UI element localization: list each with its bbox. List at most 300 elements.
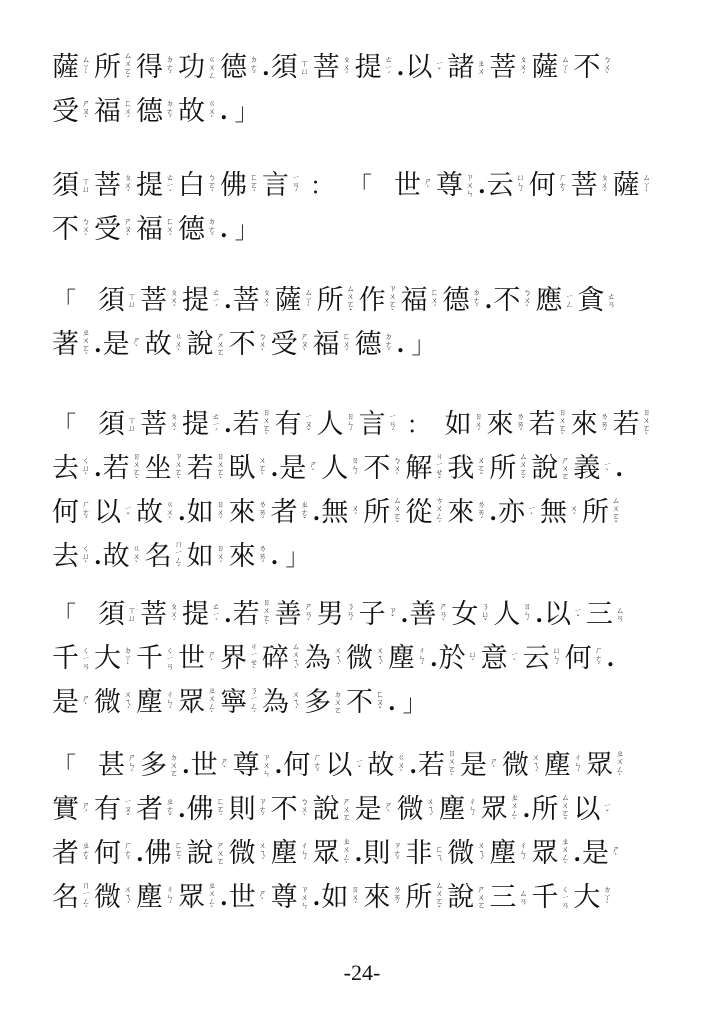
tone-mark: ˇ <box>126 512 130 521</box>
period: . <box>220 885 228 911</box>
zhuyin-symbol: ㄗ <box>300 885 309 894</box>
hanzi: 受 <box>270 329 298 360</box>
hanzi: 者 <box>52 838 79 869</box>
zhuyin-annotation <box>173 453 185 485</box>
zhuyin-symbol: ㄙ <box>519 452 528 461</box>
paragraph <box>52 273 682 361</box>
hanzi: 須 <box>98 409 125 440</box>
close-quote: 」 <box>285 543 310 571</box>
zhuyin-symbol: ㄨ <box>262 296 271 305</box>
zhuyin-symbol: ㄅ <box>258 332 267 341</box>
annotated-character <box>481 643 523 675</box>
period: . <box>615 456 624 482</box>
zhuyin-annotation <box>387 599 399 631</box>
zhuyin-annotation <box>303 599 315 631</box>
zhuyin-annotation <box>391 497 403 529</box>
zhuyin-annotation <box>122 882 134 914</box>
zhuyin-symbol: ㄣ <box>166 893 174 902</box>
zhuyin-symbol: ㄚ <box>304 296 313 305</box>
tone-mark: ˊ <box>176 857 181 866</box>
annotated-character <box>178 214 229 246</box>
tone-mark: ˋ <box>441 618 446 627</box>
annotated-character <box>439 643 481 675</box>
hanzi: 故 <box>178 96 205 127</box>
zhuyin-annotation <box>122 794 134 826</box>
annotated-character <box>136 170 178 202</box>
zhuyin-symbol: ㄧ <box>528 504 537 513</box>
zhuyin-symbol: ㄕ <box>309 460 318 469</box>
zhuyin-annotation <box>391 882 403 914</box>
zhuyin-symbol: ㄡ <box>300 340 309 349</box>
zhuyin-symbol: ㄖ <box>346 412 355 421</box>
tone-mark: ˊ <box>260 516 265 525</box>
zhuyin-symbol: ㄧ <box>384 63 393 72</box>
annotated-character <box>544 599 586 631</box>
annotated-character <box>359 285 401 317</box>
hanzi: 寧 <box>220 687 247 718</box>
hanzi: 佛 <box>186 794 214 825</box>
zhuyin-annotation <box>164 882 176 914</box>
text-line <box>52 317 682 361</box>
zhuyin-symbol: ㄟ <box>124 698 132 707</box>
hanzi: 功 <box>178 52 205 83</box>
tone-mark: ˋ <box>644 432 649 441</box>
zhuyin-annotation <box>509 794 521 826</box>
paragraph <box>52 397 682 573</box>
zhuyin-symbol: ㄧ <box>355 757 364 766</box>
tone-mark: ˊ <box>176 564 181 573</box>
zhuyin-symbol: ㄛ <box>216 468 225 477</box>
zhuyin-symbol: ㄨ <box>258 340 267 349</box>
zhuyin-annotation <box>303 409 315 441</box>
annotated-character <box>531 794 573 826</box>
zhuyin-symbol: ㄍ <box>166 500 174 509</box>
zhuyin-symbol: ㄣ <box>166 698 174 707</box>
hanzi: 尊 <box>270 882 298 913</box>
zhuyin-symbol: ㄟ <box>292 698 300 707</box>
zhuyin-symbol: ㄒ <box>128 606 136 615</box>
hanzi: 千 <box>52 643 79 674</box>
hanzi: 去 <box>52 453 79 484</box>
zhuyin-symbol: ㄨ <box>474 420 483 429</box>
zhuyin-symbol: ㄢ <box>519 897 528 906</box>
annotated-character <box>436 170 487 202</box>
zhuyin-annotation <box>475 453 487 485</box>
annotated-character <box>220 687 262 719</box>
annotated-character <box>262 687 304 719</box>
annotated-character <box>178 687 220 719</box>
zhuyin-annotation <box>248 170 260 202</box>
text-line <box>52 202 682 246</box>
hanzi: 所 <box>94 52 121 83</box>
hanzi: 來 <box>363 882 391 913</box>
zhuyin-annotation <box>526 497 538 529</box>
hanzi: 不 <box>346 687 373 718</box>
tone-mark: ˋ <box>260 472 265 481</box>
zhuyin-annotation <box>475 882 487 914</box>
open-quote: 「 <box>52 752 76 780</box>
hanzi: 德 <box>442 285 470 316</box>
zhuyin-symbol: ㄨ <box>388 292 397 301</box>
tone-mark: ˇ <box>576 614 581 623</box>
zhuyin-annotation <box>332 643 344 675</box>
annotated-character <box>460 750 502 782</box>
zhuyin-annotation <box>433 497 445 529</box>
zhuyin-symbol: ㄌ <box>393 885 402 894</box>
annotated-character <box>359 409 401 441</box>
zhuyin-symbol: ㄍ <box>208 55 216 64</box>
zhuyin-symbol: ㄜ <box>166 805 174 814</box>
hanzi: 坐 <box>144 453 172 484</box>
zhuyin-symbol: ㄖ <box>132 452 141 461</box>
zhuyin-symbol: ㄣ <box>262 769 271 778</box>
zhuyin-symbol: ㄙ <box>616 606 625 615</box>
zhuyin-symbol: ㄢ <box>82 662 90 671</box>
zhuyin-symbol: ㄏ <box>82 500 90 509</box>
zhuyin-symbol: ㄥ <box>435 512 444 521</box>
zhuyin-symbol: ㄨ <box>532 753 541 762</box>
zhuyin-symbol: ㄜ <box>82 849 90 858</box>
tone-mark: ˋ <box>563 861 568 870</box>
zhuyin-symbol: ㄛ <box>642 424 651 433</box>
zhuyin-annotation <box>433 882 445 914</box>
tone-mark: ˊ <box>353 472 358 481</box>
zhuyin-symbol: ㄨ <box>477 67 486 76</box>
zhuyin-annotation <box>80 214 92 246</box>
hanzi: 不 <box>228 329 256 360</box>
hanzi: 福 <box>94 96 121 127</box>
zhuyin-annotation <box>164 687 176 719</box>
zhuyin-symbol: ㄨ <box>342 805 351 814</box>
annotated-character <box>401 285 443 317</box>
zhuyin-symbol: ㄅ <box>603 55 612 64</box>
tone-mark: ˊ <box>168 189 172 198</box>
hanzi: 世 <box>394 170 421 201</box>
zhuyin-symbol: ㄙ <box>124 51 132 60</box>
hanzi: 為 <box>262 687 289 718</box>
text-line <box>52 870 682 914</box>
zhuyin-symbol: ㄨ <box>132 552 141 561</box>
annotated-character <box>493 285 535 317</box>
hanzi: 眾 <box>312 838 340 869</box>
tone-mark: ˊ <box>84 516 88 525</box>
hanzi: 何 <box>564 643 592 674</box>
tone-mark: ˊ <box>252 71 256 80</box>
hanzi: 則 <box>363 838 391 869</box>
annotated-character <box>187 541 229 573</box>
hanzi: 福 <box>400 285 428 316</box>
zhuyin-symbol: ㄏ <box>594 646 603 655</box>
annotated-character <box>531 838 582 870</box>
tone-mark: ˊ <box>386 71 391 80</box>
annotated-character <box>94 794 136 826</box>
tone-mark: ˋ <box>614 853 619 862</box>
annotated-character <box>140 599 182 631</box>
zhuyin-symbol: ㄈ <box>124 99 132 108</box>
annotated-character <box>271 329 313 361</box>
zhuyin-symbol: ㄔ <box>166 885 174 894</box>
zhuyin-symbol: ㄥ <box>616 765 625 774</box>
zhuyin-symbol: ㄨ <box>477 456 486 465</box>
tone-mark: ˇ <box>563 817 568 826</box>
hanzi: 來 <box>447 497 475 528</box>
zhuyin-annotation <box>215 453 227 485</box>
zhuyin-annotation <box>559 794 571 826</box>
tone-mark: ˊ <box>168 233 172 242</box>
zhuyin-symbol: ㄆ <box>124 173 132 182</box>
zhuyin-symbol: ㄨ <box>477 893 486 902</box>
zhuyin-symbol: ㄨ <box>561 801 570 810</box>
hanzi: 亦 <box>498 497 526 528</box>
annotated-character <box>445 409 487 441</box>
zhuyin-symbol: ㄊ <box>607 292 616 301</box>
period: . <box>224 288 232 314</box>
zhuyin-symbol: ㄊ <box>212 288 220 297</box>
zhuyin-symbol: ㄚ <box>642 181 651 190</box>
zhuyin-annotation <box>299 882 311 914</box>
zhuyin-symbol: ㄧ <box>388 412 397 421</box>
zhuyin-annotation <box>206 643 218 675</box>
zhuyin-symbol: ㄧ <box>166 654 174 663</box>
tone-mark: ˊ <box>474 304 479 313</box>
hanzi: 去 <box>52 541 79 572</box>
zhuyin-annotation <box>517 838 529 870</box>
hanzi: 眾 <box>586 750 614 781</box>
tone-mark: ˊ <box>252 189 256 198</box>
period: . <box>94 456 102 482</box>
zhuyin-symbol: ㄨ <box>435 504 444 513</box>
zhuyin-symbol: ㄅ <box>523 288 532 297</box>
tone-mark: ˊ <box>84 905 88 914</box>
zhuyin-symbol: ㄣ <box>346 420 355 429</box>
tone-mark: ˊ <box>126 189 130 198</box>
tone-mark: ˊ <box>479 516 484 525</box>
annotated-character <box>363 838 405 870</box>
annotated-character <box>409 599 451 631</box>
zhuyin-symbol: ㄏ <box>124 841 132 850</box>
hanzi: 薩 <box>531 52 559 83</box>
annotated-character <box>489 52 531 84</box>
hanzi: 若 <box>528 409 556 440</box>
annotated-character <box>565 643 616 675</box>
zhuyin-symbol: ㄌ <box>600 412 609 421</box>
zhuyin-symbol: ㄕ <box>561 456 570 465</box>
annotated-character <box>573 794 615 826</box>
zhuyin-symbol: ㄕ <box>216 841 225 850</box>
annotated-character <box>233 750 284 782</box>
hanzi: 則 <box>228 794 256 825</box>
tone-mark: ˊ <box>525 618 530 627</box>
zhuyin-symbol: ㄨ <box>430 296 439 305</box>
tone-mark: ˇ <box>348 308 353 317</box>
hanzi: 眾 <box>531 838 559 869</box>
tone-mark: ˊ <box>315 769 320 778</box>
zhuyin-symbol: ㄣ <box>516 181 525 190</box>
zhuyin-symbol: ㄙ <box>292 642 300 651</box>
zhuyin-annotation <box>80 453 92 485</box>
hanzi: 塵 <box>544 750 572 781</box>
tone-mark: ˋ <box>530 512 535 521</box>
zhuyin-symbol: ㄉ <box>603 885 612 894</box>
annotated-character <box>355 329 406 361</box>
tone-mark: ˋ <box>302 813 307 822</box>
zhuyin-symbol: ㄜ <box>300 508 309 517</box>
zhuyin-symbol: ㄈ <box>342 332 351 341</box>
zhuyin-annotation <box>80 541 92 573</box>
tone-mark: ˇ <box>302 516 307 525</box>
hanzi: 若 <box>102 453 130 484</box>
zhuyin-symbol: ㄧ <box>212 420 220 429</box>
annotated-character <box>613 409 655 441</box>
zhuyin-annotation <box>311 750 323 782</box>
zhuyin-annotation <box>572 599 584 631</box>
annotated-character <box>187 794 229 826</box>
zhuyin-symbol: ㄏ <box>558 173 567 182</box>
zhuyin-symbol: ㄟ <box>477 849 486 858</box>
zhuyin-symbol: ㄉ <box>250 55 258 64</box>
zhuyin-symbol: ㄨ <box>292 650 300 659</box>
zhuyin-annotation <box>215 329 227 361</box>
zhuyin-annotation <box>559 838 571 870</box>
zhuyin-symbol: ㄙ <box>642 173 651 182</box>
annotated-character <box>571 409 613 441</box>
zhuyin-symbol: ㄗ <box>388 284 397 293</box>
zhuyin-symbol: ㄛ <box>174 468 183 477</box>
period: . <box>224 412 232 438</box>
tone-mark: ˊ <box>218 516 223 525</box>
tone-mark: ˋ <box>306 618 311 627</box>
zhuyin-symbol: ㄕ <box>82 99 90 108</box>
zhuyin-annotation <box>433 52 445 84</box>
zhuyin-symbol: ㄌ <box>516 412 525 421</box>
hanzi: 所 <box>531 794 559 825</box>
zhuyin-symbol: ㄨ <box>132 460 141 469</box>
zhuyin-annotation <box>341 838 353 870</box>
zhuyin-symbol: ㄉ <box>170 753 178 762</box>
zhuyin-symbol: ㄨ <box>170 296 178 305</box>
zhuyin-symbol: ㄨ <box>334 698 342 707</box>
tone-mark: ˋ <box>395 472 400 481</box>
hanzi: 是 <box>460 750 488 781</box>
annotated-character <box>571 170 613 202</box>
zhuyin-symbol: ㄢ <box>166 662 174 671</box>
tone-mark: ˊ <box>260 857 265 866</box>
zhuyin-symbol: ㄙ <box>393 496 402 505</box>
tone-mark: ˊ <box>126 706 130 715</box>
zhuyin-annotation <box>80 497 92 529</box>
zhuyin-symbol: ㄨ <box>393 464 402 473</box>
period: . <box>270 544 279 570</box>
zhuyin-symbol: ㄨ <box>166 225 174 234</box>
zhuyin-symbol: ㄟ <box>334 654 342 663</box>
zhuyin-annotation <box>126 409 138 441</box>
tone-mark: ˊ <box>168 71 172 80</box>
zhuyin-symbol: ㄓ <box>561 837 570 846</box>
hanzi: 菩 <box>94 170 121 201</box>
zhuyin-annotation <box>219 750 231 782</box>
zhuyin-symbol: ㄢ <box>607 300 616 309</box>
zhuyin-symbol: ㄨ <box>393 504 402 513</box>
zhuyin-symbol: ㄆ <box>170 602 178 611</box>
zhuyin-symbol: ㄛ <box>82 344 90 353</box>
zhuyin-annotation <box>122 643 134 675</box>
zhuyin-annotation <box>126 285 138 317</box>
tone-mark: ˊ <box>264 304 269 313</box>
annotated-character <box>229 838 271 870</box>
zhuyin-symbol: ㄨ <box>570 504 579 513</box>
tone-mark: ˇ <box>84 857 88 866</box>
annotated-character <box>447 453 489 485</box>
tone-mark: ˋ <box>260 897 265 906</box>
zhuyin-symbol: ㄒ <box>82 177 90 186</box>
tone-mark: ˊ <box>218 813 223 822</box>
zhuyin-symbol: ㄧ <box>166 181 174 190</box>
zhuyin-annotation <box>509 643 521 675</box>
zhuyin-symbol: ㄛ <box>477 464 486 473</box>
annotated-character <box>325 750 367 782</box>
annotated-character <box>52 453 103 485</box>
period: . <box>178 797 186 823</box>
zhuyin-symbol: ㄨ <box>351 504 360 513</box>
zhuyin-symbol: ㄉ <box>124 646 132 655</box>
tone-mark: ˋ <box>605 71 610 80</box>
zhuyin-annotation <box>521 285 533 317</box>
zhuyin-annotation <box>341 794 353 826</box>
zhuyin-symbol: ㄩ <box>300 67 309 76</box>
paragraph <box>52 40 682 128</box>
zhuyin-annotation <box>391 453 403 485</box>
hanzi: 應 <box>535 285 563 316</box>
zhuyin-symbol: ㄧ <box>124 797 132 806</box>
annotated-character <box>481 794 532 826</box>
open-quote: 「 <box>52 411 76 439</box>
annotated-character <box>187 453 229 485</box>
annotated-character <box>586 599 628 631</box>
tone-mark: ˊ <box>210 233 214 242</box>
zhuyin-symbol: ㄕ <box>132 336 141 345</box>
tone-mark: ˋ <box>84 233 88 242</box>
period: . <box>220 99 228 125</box>
tone-mark: ˊ <box>602 189 607 198</box>
annotated-character <box>397 794 439 826</box>
tone-mark: ˇ <box>437 905 442 914</box>
zhuyin-annotation <box>593 643 605 675</box>
zhuyin-annotation <box>475 52 487 84</box>
zhuyin-symbol: ㄋ <box>346 602 355 611</box>
zhuyin-symbol: ㄥ <box>250 702 258 711</box>
hanzi: 是 <box>582 838 610 869</box>
zhuyin-annotation <box>206 882 218 914</box>
hanzi: 佛 <box>220 170 247 201</box>
zhuyin-annotation <box>433 453 445 485</box>
zhuyin-symbol: ㄩ <box>468 650 477 659</box>
zhuyin-symbol: ㄍ <box>208 99 216 108</box>
annotated-character <box>136 794 187 826</box>
text-line <box>52 529 682 573</box>
zhuyin-symbol: ㄆ <box>519 55 528 64</box>
tone-mark: ˊ <box>168 115 172 124</box>
annotated-character <box>346 643 388 675</box>
annotated-character <box>103 329 145 361</box>
tone-mark: ˊ <box>294 706 298 715</box>
zhuyin-annotation <box>341 52 353 84</box>
zhuyin-symbol: ㄞ <box>600 420 609 429</box>
tone-mark: ˋ <box>560 432 565 441</box>
period: . <box>262 55 270 81</box>
zhuyin-symbol: ㄗ <box>393 841 402 850</box>
annotated-character <box>405 52 447 84</box>
zhuyin-symbol: ㄕ <box>300 332 309 341</box>
